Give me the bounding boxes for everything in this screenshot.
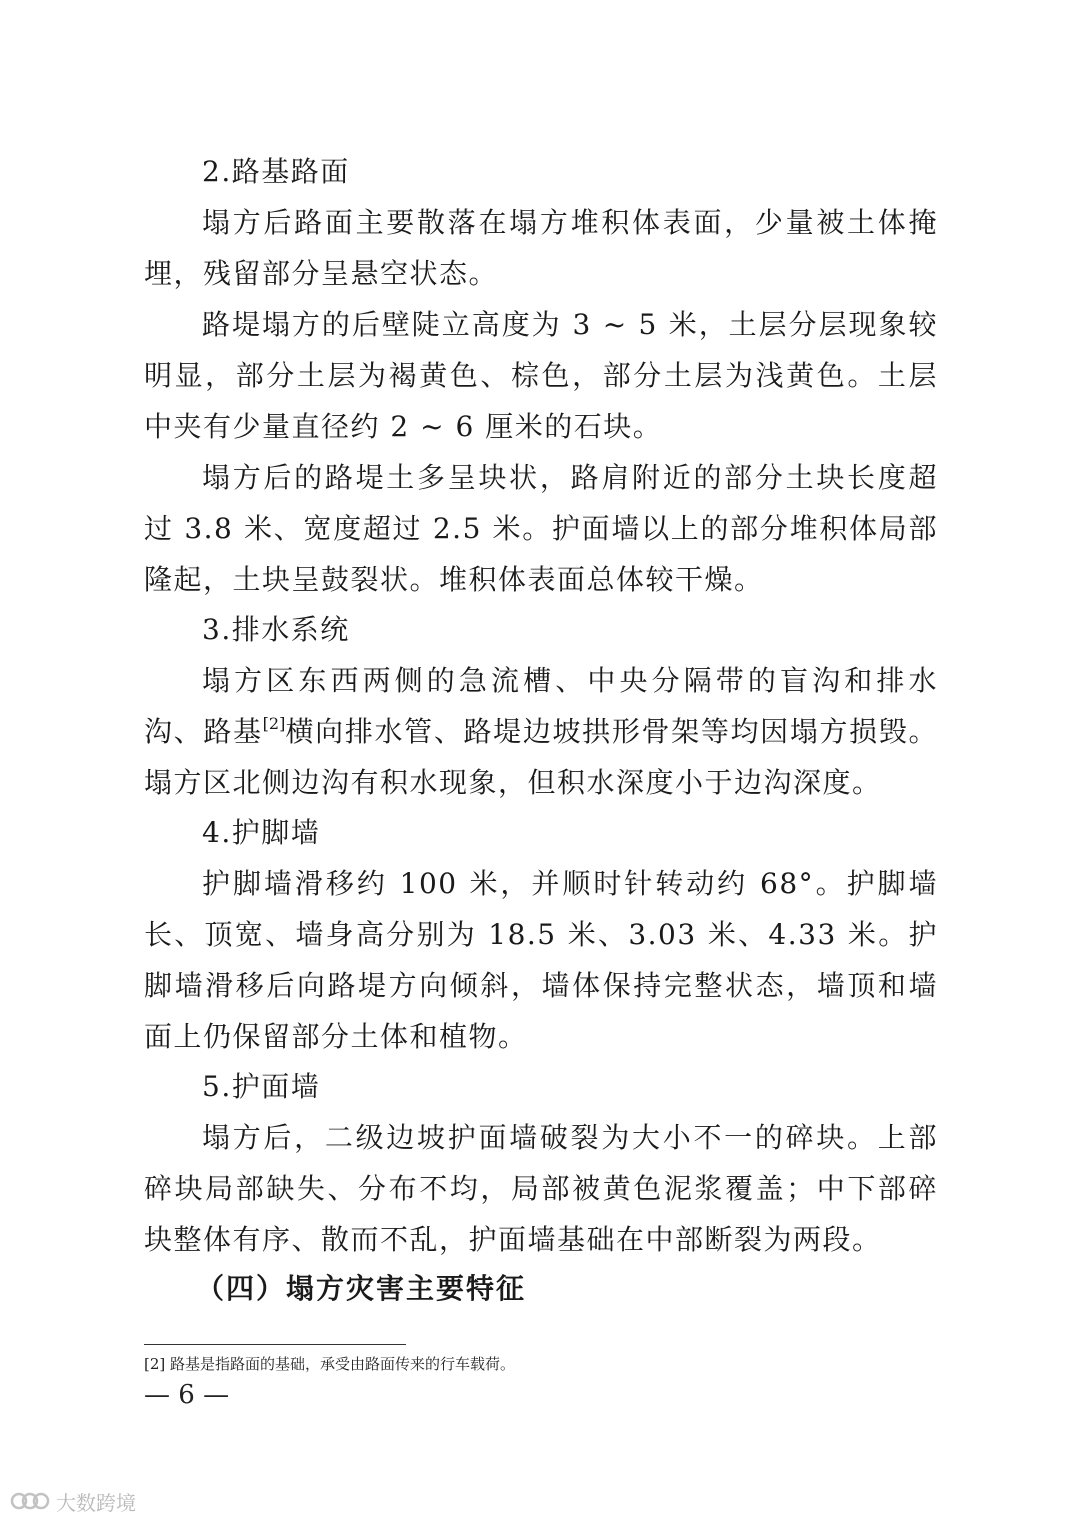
section-title: （四）塌方灾害主要特征 — [196, 1272, 527, 1305]
paragraph-roadbed-3: 塌方后的路堤土多呈块状，路肩附近的部分土块长度超过 3.8 米、宽度超过 2.5 米。护面墙以上的部分堆积体局部隆起，土块呈鼓裂状。堆积体表面总体较干燥。 — [144, 461, 938, 596]
paragraph-drainage-text-start: 塌方区东西两侧的急流槽、中央分隔带的盲沟和排水沟、路基 — [144, 664, 938, 748]
paragraph-roadbed-2: 路堤塌方的后壁陡立高度为 3 ~ 5 米，土层分层现象较明显，部分土层为褐黄色、棕色，部分土层为浅黄色。土层中夹有少量直径约 2 ~ 6 厘米的石块。 — [144, 308, 938, 443]
paragraph-toe-wall: 护脚墙滑移约 100 米，并顺时针转动约 68°。护脚墙长、顶宽、墙身高分别为 18.5 米、3.03 米、4.33 米。护脚墙滑移后向路堤方向倾斜，墙体保持完整状态，墙顶和墙面上仍保留部分土体和植物。 — [144, 867, 938, 1053]
paragraph-face-wall: 塌方后，二级边坡护面墙破裂为大小不一的碎块。上部碎块局部缺失、分布不均，局部被黄色泥浆覆盖；中下部碎块整体有序、散而不乱，护面墙基础在中部断裂为两段。 — [144, 1121, 938, 1256]
paragraph-roadbed-1: 塌方后路面主要散落在塌方堆积体表面，少量被土体掩埋，残留部分呈悬空状态。 — [144, 206, 938, 290]
heading-drainage: 3.排水系统 — [202, 613, 350, 646]
footnote-reference[interactable]: [2] — [262, 714, 286, 733]
heading-face-wall: 5.护面墙 — [202, 1070, 321, 1103]
page-number: — 6 — — [144, 1380, 230, 1410]
watermark-text: 大数跨境 — [56, 1490, 136, 1515]
footnote-divider — [144, 1344, 406, 1345]
watermark-logo-icon — [10, 1488, 50, 1514]
footnote: [2] 路基是指路面的基础，承受由路面传来的行车载荷。 — [144, 1355, 516, 1373]
paragraph-drainage — [144, 655, 938, 808]
heading-toe-wall: 4.护脚墙 — [202, 816, 321, 849]
paragraph-drainage-text-end: 横向排水管、路堤边坡拱形骨架等均因塌方损毁。塌方区北侧边沟有积水现象，但积水深度小于边沟深度。 — [144, 715, 938, 799]
heading-roadbed: 2.路基路面 — [202, 155, 350, 188]
watermark — [10, 1486, 136, 1516]
